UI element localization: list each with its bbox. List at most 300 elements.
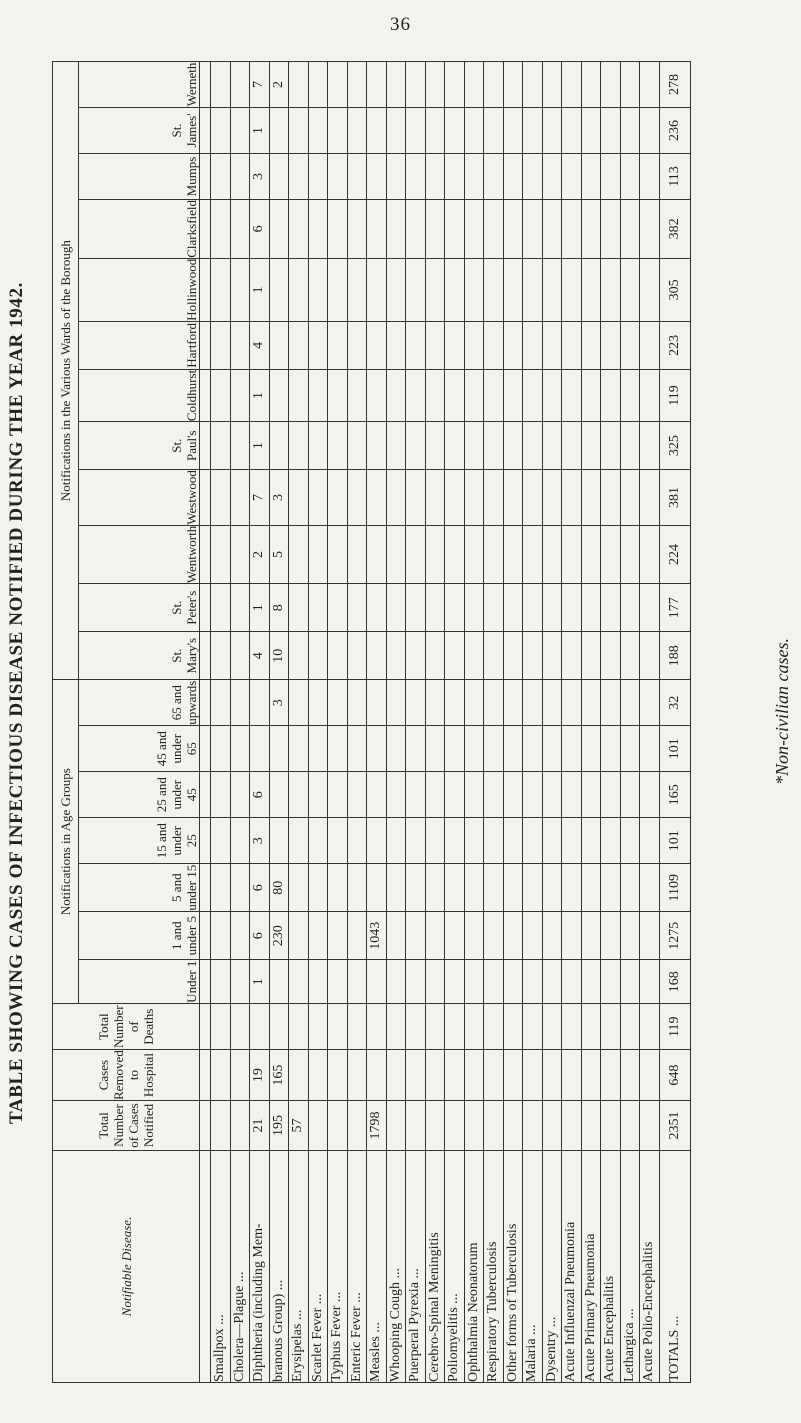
disease-label: Acute Primary Pneumonia (582, 1233, 598, 1382)
table-cell: 3 (269, 680, 289, 726)
table-cell: 5 (269, 525, 289, 583)
ward-werneth-header: Werneth (79, 61, 200, 107)
table-cell (581, 61, 601, 107)
disease-name (406, 1151, 426, 1383)
totals-cell: 32 (659, 680, 690, 726)
table-cell (503, 864, 523, 912)
table-cell (542, 960, 562, 1004)
table-cell (542, 153, 562, 199)
table-cell (425, 422, 445, 470)
disease-label: branous Group) (270, 1293, 286, 1382)
table-cell (367, 153, 387, 199)
table-cell (562, 525, 582, 583)
table-cell (542, 61, 562, 107)
table-cell (601, 1004, 621, 1050)
table-cell: 6 (250, 199, 270, 258)
table-cell (425, 864, 445, 912)
table-cell (386, 818, 406, 864)
spacer-cell (200, 1004, 211, 1050)
table-cell (386, 772, 406, 818)
disease-name (523, 1151, 543, 1383)
table-cell (523, 818, 543, 864)
disease-label: Typhus Fever (329, 1305, 345, 1382)
age-1-5-header: 1 and under 5 (79, 912, 200, 960)
table-cell (562, 680, 582, 726)
table-cell (328, 470, 348, 526)
table-cell (308, 960, 328, 1004)
table-cell (445, 912, 465, 960)
table-cell (367, 584, 387, 632)
table-cell (425, 525, 445, 583)
totals-label: TOTALS (666, 1329, 682, 1382)
table-cell (406, 422, 426, 470)
table-cell (328, 321, 348, 369)
table-cell (445, 960, 465, 1004)
table-cell (328, 1101, 348, 1151)
leader-dots: ... (348, 1292, 364, 1303)
table-cell (581, 584, 601, 632)
table-cell (484, 422, 504, 470)
table-cell (503, 960, 523, 1004)
spacer-cell (200, 584, 211, 632)
spacer-cell (200, 258, 211, 321)
table-cell (523, 1004, 543, 1050)
table-cell (230, 199, 250, 258)
table-cell (347, 584, 367, 632)
table-cell (523, 584, 543, 632)
table-cell (308, 369, 328, 421)
table-cell (640, 912, 660, 960)
table-cell (562, 818, 582, 864)
table-cell (289, 525, 309, 583)
table-cell (367, 258, 387, 321)
table-cell (289, 584, 309, 632)
table-cell (445, 470, 465, 526)
disease-name (230, 1151, 250, 1383)
table-cell (484, 369, 504, 421)
spacer-cell (200, 680, 211, 726)
table-cell (367, 1004, 387, 1050)
table-cell (445, 107, 465, 153)
table-cell: 195 (269, 1101, 289, 1151)
table-cell (230, 584, 250, 632)
disease-column-header: Notifiable Disease. (53, 1151, 200, 1383)
table-cell (484, 726, 504, 772)
table-cell (425, 107, 445, 153)
table-cell (601, 1101, 621, 1151)
table-cell (386, 321, 406, 369)
disease-label: Poliomyelitis (446, 1307, 462, 1382)
spacer-cell (200, 422, 211, 470)
table-cell (620, 1050, 640, 1101)
table-cell (562, 960, 582, 1004)
age-25-45-header: 25 and under 45 (79, 772, 200, 818)
table-cell (601, 960, 621, 1004)
ward-wentworth-header: Wentworth (79, 525, 200, 583)
table-cell (503, 369, 523, 421)
table-cell (445, 369, 465, 421)
table-cell (640, 470, 660, 526)
table-row (289, 61, 309, 1382)
table-cell: 57 (289, 1101, 309, 1151)
table-cell (464, 584, 484, 632)
table-cell (562, 107, 582, 153)
table-cell (581, 321, 601, 369)
disease-name (425, 1151, 445, 1383)
table-cell (464, 258, 484, 321)
table-cell (601, 61, 621, 107)
table-cell: 1798 (367, 1101, 387, 1151)
table-cell (230, 1004, 250, 1050)
table-cell (211, 680, 231, 726)
age-45-65-header: 45 and under 65 (79, 726, 200, 772)
table-cell (211, 912, 231, 960)
table-cell (347, 960, 367, 1004)
table-cell (328, 422, 348, 470)
table-cell (386, 912, 406, 960)
disease-name (211, 1151, 231, 1383)
table-cell (620, 632, 640, 680)
table-cell (230, 470, 250, 526)
table-cell (425, 726, 445, 772)
table-cell (230, 864, 250, 912)
table-cell (425, 1050, 445, 1101)
table-cell (211, 818, 231, 864)
table-cell (445, 584, 465, 632)
table-cell: 6 (250, 772, 270, 818)
totals-cell: 224 (659, 525, 690, 583)
table-cell (308, 864, 328, 912)
table-cell: 2 (269, 61, 289, 107)
table-cell (523, 632, 543, 680)
table-cell (328, 369, 348, 421)
table-cell (289, 912, 309, 960)
table-cell (406, 632, 426, 680)
table-cell (503, 470, 523, 526)
table-cell (406, 153, 426, 199)
table-cell (581, 680, 601, 726)
table-cell (620, 912, 640, 960)
table-cell (464, 369, 484, 421)
table-cell (523, 369, 543, 421)
table-cell (640, 1101, 660, 1151)
table-cell (367, 525, 387, 583)
totals-row (659, 61, 690, 1382)
table-cell (308, 61, 328, 107)
table-cell (347, 912, 367, 960)
spacer-cell (200, 1101, 211, 1151)
table-cell: 1 (250, 960, 270, 1004)
table-cell (425, 818, 445, 864)
table-cell (406, 321, 426, 369)
table-cell (484, 470, 504, 526)
table-cell: 4 (250, 632, 270, 680)
table-cell: 21 (250, 1101, 270, 1151)
table-spacer-row (200, 61, 211, 1382)
table-cell (347, 153, 367, 199)
table-cell (269, 960, 289, 1004)
table-cell (601, 321, 621, 369)
table-cell: 165 (269, 1050, 289, 1101)
table-cell (211, 726, 231, 772)
table-cell (250, 726, 270, 772)
disease-name (484, 1151, 504, 1383)
table-cell (640, 632, 660, 680)
disease-name (581, 1151, 601, 1383)
table-cell (484, 680, 504, 726)
table-cell (269, 726, 289, 772)
disease-label: Smallpox (212, 1328, 228, 1382)
table-cell (425, 1004, 445, 1050)
table-cell (445, 525, 465, 583)
table-cell (523, 107, 543, 153)
table-cell (308, 258, 328, 321)
totals-cell: 1275 (659, 912, 690, 960)
table-cell (269, 422, 289, 470)
table-cell (289, 818, 309, 864)
table-cell (464, 422, 484, 470)
table-cell (347, 470, 367, 526)
table-title: TABLE SHOWING CASES OF INFECTIOUS DISEASE NOTIFIED DURING THE YEAR 1942. (6, 282, 27, 1124)
table-row (562, 61, 582, 1382)
spacer-cell (200, 470, 211, 526)
table-row (386, 61, 406, 1382)
table-cell (503, 525, 523, 583)
table-cell (562, 912, 582, 960)
table-cell (308, 422, 328, 470)
table-cell (640, 818, 660, 864)
table-cell (425, 258, 445, 321)
table-cell (620, 61, 640, 107)
table-cell (211, 772, 231, 818)
table-cell (308, 772, 328, 818)
table-cell: 10 (269, 632, 289, 680)
ward-st-marys-header: St. Mary's (79, 632, 200, 680)
table-cell (562, 369, 582, 421)
table-cell: 1 (250, 369, 270, 421)
table-cell (386, 369, 406, 421)
table-cell (464, 912, 484, 960)
table-row (367, 61, 387, 1382)
table-cell (562, 584, 582, 632)
table-cell (386, 864, 406, 912)
table-cell: 3 (250, 153, 270, 199)
table-cell: 7 (250, 470, 270, 526)
table-cell (386, 680, 406, 726)
table-cell (269, 369, 289, 421)
spacer-cell (200, 864, 211, 912)
leader-dots: ... (543, 1316, 559, 1328)
table-cell (386, 107, 406, 153)
spacer-cell (200, 321, 211, 369)
table-cell (581, 153, 601, 199)
infectious-disease-table (52, 61, 691, 1383)
table-cell (445, 1050, 465, 1101)
table-cell (308, 1101, 328, 1151)
disease-name (601, 1151, 621, 1383)
disease-name (620, 1151, 640, 1383)
table-cell (211, 470, 231, 526)
table-cell (581, 772, 601, 818)
table-cell (581, 1050, 601, 1101)
leader-dots: ... (621, 1308, 637, 1319)
table-cell (425, 680, 445, 726)
table-cell (542, 726, 562, 772)
table-cell (503, 584, 523, 632)
table-cell (445, 422, 465, 470)
age-5-15-header: 5 and under 15 (79, 864, 200, 912)
table-cell (308, 199, 328, 258)
totals-cell: 325 (659, 422, 690, 470)
table-row (230, 61, 250, 1382)
table-cell (230, 818, 250, 864)
table-cell (562, 422, 582, 470)
table-cell: 80 (269, 864, 289, 912)
table-cell (640, 1050, 660, 1101)
table-cell (445, 680, 465, 726)
table-cell (289, 107, 309, 153)
table-cell (367, 61, 387, 107)
table-cell (503, 772, 523, 818)
table-cell (523, 153, 543, 199)
table-row (601, 61, 621, 1382)
table-cell (250, 680, 270, 726)
age-15-25-header: 15 and under 25 (79, 818, 200, 864)
table-cell: 7 (250, 61, 270, 107)
table-cell (328, 1050, 348, 1101)
table-cell (289, 422, 309, 470)
totals-cell: 648 (659, 1050, 690, 1101)
table-row (581, 61, 601, 1382)
table-cell (445, 1101, 465, 1151)
table-cell (308, 1050, 328, 1101)
table-cell (601, 422, 621, 470)
table-cell (620, 960, 640, 1004)
table-cell: 2 (250, 525, 270, 583)
table-cell (640, 772, 660, 818)
table-cell (523, 199, 543, 258)
table-cell (523, 1101, 543, 1151)
table-cell (581, 864, 601, 912)
table-cell (289, 258, 309, 321)
spacer-cell (200, 153, 211, 199)
table-cell (347, 258, 367, 321)
table-cell (640, 321, 660, 369)
table-cell (620, 726, 640, 772)
table-cell (640, 680, 660, 726)
disease-label: Other forms of Tuberculosis (504, 1223, 520, 1382)
table-cell (308, 632, 328, 680)
table-cell (347, 369, 367, 421)
table-cell (542, 470, 562, 526)
table-cell (289, 470, 309, 526)
table-cell (620, 864, 640, 912)
ward-st-peters-header: St. Peter's (79, 584, 200, 632)
leader-dots: ... (407, 1268, 423, 1279)
table-row (542, 61, 562, 1382)
table-cell (464, 632, 484, 680)
table-cell (523, 772, 543, 818)
table-cell (230, 632, 250, 680)
disease-name (464, 1151, 484, 1383)
table-cell (289, 321, 309, 369)
table-cell (230, 369, 250, 421)
table-row (640, 61, 660, 1382)
table-cell (581, 1101, 601, 1151)
table-cell (406, 680, 426, 726)
disease-label: Dysentry (543, 1330, 559, 1382)
disease-label: Acute Influenzal Pneumonia (563, 1221, 579, 1382)
table-cell (386, 1004, 406, 1050)
table-cell (562, 153, 582, 199)
table-cell (347, 818, 367, 864)
table-cell (445, 1004, 465, 1050)
table-row (250, 61, 270, 1382)
table-cell (562, 726, 582, 772)
table-cell (523, 470, 543, 526)
table-cell (484, 1004, 504, 1050)
table-cell: 1 (250, 422, 270, 470)
table-cell (289, 153, 309, 199)
table-cell (367, 864, 387, 912)
table-cell (562, 321, 582, 369)
table-cell (230, 422, 250, 470)
table-cell (464, 864, 484, 912)
table-row (308, 61, 328, 1382)
table-cell (542, 369, 562, 421)
table-cell: 1043 (367, 912, 387, 960)
spacer-cell (200, 818, 211, 864)
table-row (464, 61, 484, 1382)
table-cell (484, 912, 504, 960)
table-cell (328, 960, 348, 1004)
leader-dots: ... (666, 1315, 682, 1327)
table-cell (308, 912, 328, 960)
table-cell (523, 864, 543, 912)
table-cell (289, 199, 309, 258)
table-cell (503, 422, 523, 470)
table-cell (425, 584, 445, 632)
table-cell (347, 321, 367, 369)
disease-label: Respiratory Tuberculosis (485, 1241, 501, 1382)
totals-cell: 236 (659, 107, 690, 153)
table-cell (308, 680, 328, 726)
ward-st-james-header: St. James' (79, 107, 200, 153)
table-cell (464, 680, 484, 726)
table-cell (328, 61, 348, 107)
table-cell (640, 153, 660, 199)
table-cell (464, 772, 484, 818)
ward-clarksfield-header: Clarksfield (79, 199, 200, 258)
disease-label: Lethargica (621, 1322, 637, 1382)
table-cell (503, 1101, 523, 1151)
table-cell (425, 1101, 445, 1151)
table-cell (640, 258, 660, 321)
table-cell (562, 470, 582, 526)
table-cell (581, 258, 601, 321)
table-cell (562, 772, 582, 818)
table-cell (464, 1004, 484, 1050)
totals-label-cell (659, 1151, 690, 1383)
spacer-cell (200, 369, 211, 421)
table-cell (484, 1050, 504, 1101)
table-cell (601, 153, 621, 199)
table-cell (445, 632, 465, 680)
disease-label: Acute Polio-Encephalitis (641, 1241, 657, 1382)
table-cell (250, 1004, 270, 1050)
spacer-cell (200, 632, 211, 680)
table-cell (503, 107, 523, 153)
